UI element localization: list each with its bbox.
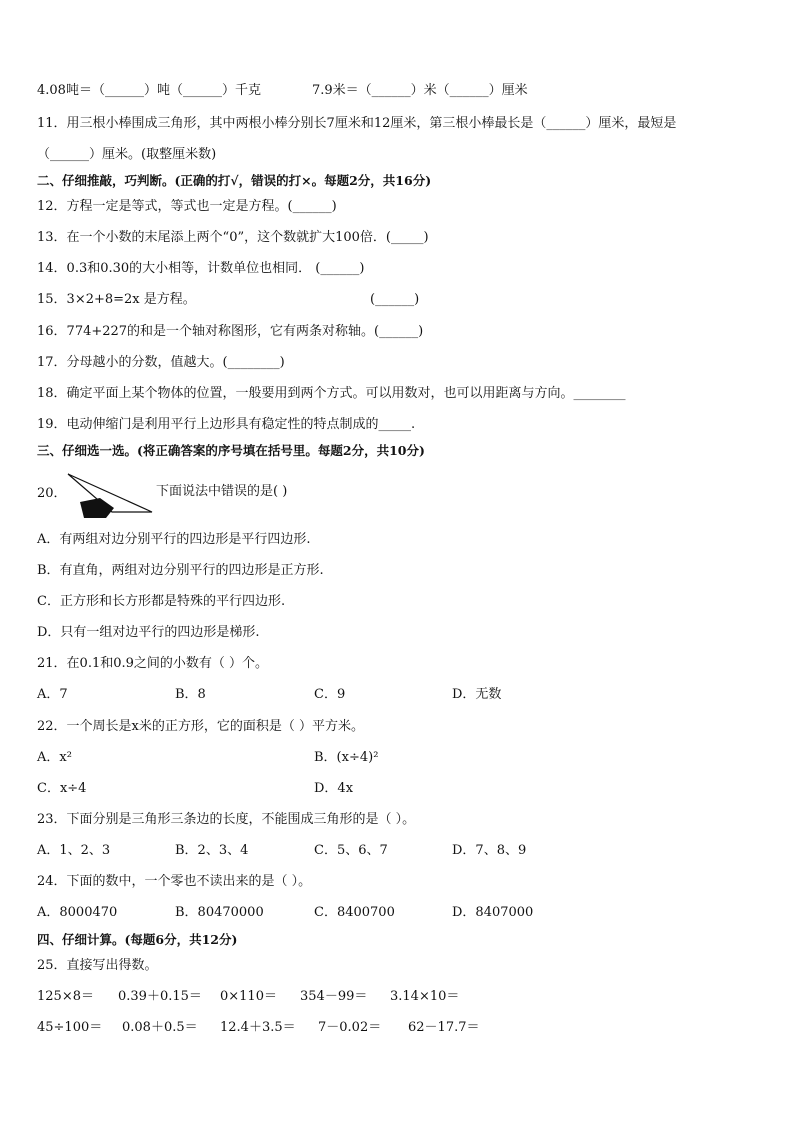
- question-22: 22．一个周长是x米的正方形，它的面积是（ ）平方米。: [37, 719, 365, 734]
- question-19: 19．电动伸缩门是利用平行上边形具有稳定性的特点制成的_____.: [37, 417, 416, 432]
- calc-item: 0×110＝: [220, 989, 277, 1004]
- conversion-ton: 4.08吨＝（______）吨（______）千克: [37, 83, 261, 98]
- question-17: 17．分母越小的分数，值越大。(________): [37, 355, 285, 370]
- question-20-option-b: B．有直角，两组对边分别平行的四边形是正方形.: [37, 563, 324, 578]
- calc-item: 125×8＝: [37, 989, 94, 1004]
- question-21-option-a: A．7: [37, 687, 68, 702]
- question-15-answer: (______): [370, 292, 420, 307]
- question-22-option-a: A．x²: [37, 750, 72, 765]
- question-12: 12．方程一定是等式，等式也一定是方程。(______): [37, 199, 337, 214]
- question-23-option-b: B．2、3、4: [175, 843, 249, 858]
- calc-item: 3.14×10＝: [390, 989, 460, 1004]
- question-11-line1: 11．用三根小棒围成三角形，其中两根小棒分别长7厘米和12厘米，第三根小棒最长是（______）厘米，最短是: [37, 116, 677, 131]
- black-quadrilateral: [80, 498, 114, 518]
- question-25: 25．直接写出得数。: [37, 958, 158, 973]
- question-24-option-a: A．8000470: [37, 905, 118, 920]
- question-21: 21．在0.1和0.9之间的小数有（ ）个。: [37, 656, 269, 671]
- question-16: 16．774+227的和是一个轴对称图形，它有两条对称轴。(______): [37, 324, 424, 339]
- question-21-option-b: B．8: [175, 687, 206, 702]
- calc-item: 0.08＋0.5＝: [122, 1020, 198, 1035]
- question-22-option-d: D．4x: [314, 781, 354, 796]
- question-21-option-d: D．无数: [452, 687, 502, 702]
- question-13: 13．在一个小数的末尾添上两个“0”，这个数就扩大100倍．(_____): [37, 230, 429, 245]
- calc-item: 45÷100＝: [37, 1020, 103, 1035]
- calc-item: 0.39＋0.15＝: [118, 989, 202, 1004]
- question-20-option-a: A．有两组对边分别平行的四边形是平行四边形.: [37, 532, 311, 547]
- question-20-option-d: D．只有一组对边平行的四边形是梯形.: [37, 625, 260, 640]
- calc-item: 7－0.02＝: [318, 1020, 382, 1035]
- section-2-heading: 二、仔细推敲，巧判断。(正确的打√，错误的打×。每题2分，共16分): [37, 173, 432, 188]
- question-22-option-c: C．x÷4: [37, 781, 87, 796]
- question-24: 24．下面的数中，一个零也不读出来的是（ ）。: [37, 874, 312, 889]
- question-20-option-c: C．正方形和长方形都是特殊的平行四边形.: [37, 594, 286, 609]
- question-15: 15．3×2+8=2x 是方程。: [37, 292, 196, 307]
- calc-item: 62－17.7＝: [408, 1020, 480, 1035]
- question-23-option-a: A．1、2、3: [37, 843, 111, 858]
- question-14: 14．0.3和0.30的大小相等，计数单位也相同． (______): [37, 261, 365, 276]
- question-21-option-c: C．9: [314, 687, 346, 702]
- calc-item: 354－99＝: [300, 989, 368, 1004]
- question-23-option-d: D．7、8、9: [452, 843, 527, 858]
- question-23: 23．下面分别是三角形三条边的长度，不能围成三角形的是（ ）。: [37, 812, 416, 827]
- question-22-option-b: B．(x÷4)²: [314, 750, 379, 765]
- question-24-option-c: C．8400700: [314, 905, 395, 920]
- question-11-line2: （______）厘米。(取整厘米数): [37, 147, 217, 162]
- section-4-heading: 四、仔细计算。(每题6分，共12分): [37, 932, 238, 947]
- question-20-text: 下面说法中错误的是( ): [156, 484, 288, 499]
- question-24-option-d: D．8407000: [452, 905, 534, 920]
- conversion-meter: 7.9米＝（______）米（______）厘米: [312, 83, 528, 98]
- question-18: 18．确定平面上某个物体的位置，一般要用到两个方式。可以用数对，也可以用距离与方向。________: [37, 386, 626, 401]
- triangle-figure: [62, 472, 158, 522]
- question-23-option-c: C．5、6、7: [314, 843, 388, 858]
- calc-item: 12.4＋3.5＝: [220, 1020, 296, 1035]
- question-24-option-b: B．80470000: [175, 905, 264, 920]
- question-20-number: 20．: [37, 486, 67, 501]
- section-3-heading: 三、仔细选一选。(将正确答案的序号填在括号里。每题2分，共10分): [37, 443, 425, 458]
